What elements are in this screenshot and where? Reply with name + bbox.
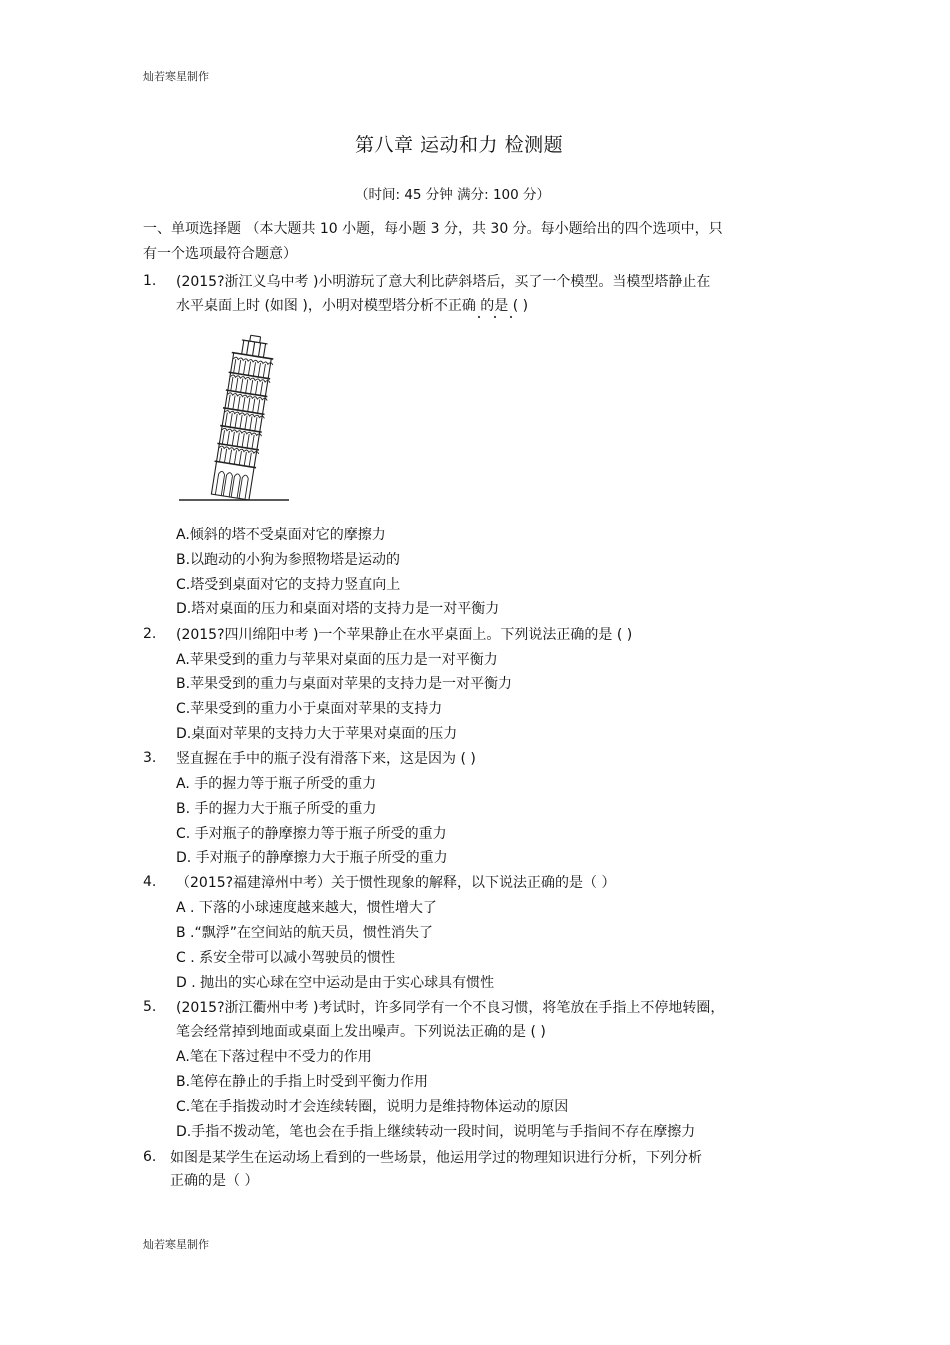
option-b: B. 手的握力大于瓶子所受的重力	[176, 801, 377, 817]
question-text: （2015?福建漳州中考）关于惯性现象的解释，以下说法正确的是（ ）	[176, 875, 616, 891]
exam-meta: （时间: 45 分钟 满分: 100 分）	[355, 187, 550, 203]
section-heading-line2: 有一个选项最符合题意）	[143, 246, 297, 262]
question-number: 2.	[143, 626, 157, 642]
option-c: C. 手对瓶子的静摩擦力等于瓶子所受的重力	[176, 826, 447, 842]
option-d: D. 手对瓶子的静摩擦力大于瓶子所受的重力	[176, 850, 448, 866]
option-c: C . 系安全带可以减小驾驶员的惯性	[176, 950, 396, 966]
option-a: A.笔在下落过程中不受力的作用	[176, 1049, 372, 1065]
option-c: C.笔在手指拨动时才会连续转圈，说明力是维持物体运动的原因	[176, 1099, 569, 1115]
option-d: D.塔对桌面的压力和桌面对塔的支持力是一对平衡力	[176, 601, 500, 617]
option-a: A.倾斜的塔不受桌面对它的摩擦力	[176, 527, 386, 543]
page-header: 灿若寒星制作	[143, 70, 209, 83]
question-text: 竖直握在手中的瓶子没有滑落下来，这是因为 ( )	[176, 751, 476, 767]
option-b: B.笔停在静止的手指上时受到平衡力作用	[176, 1074, 429, 1090]
option-b: B.以跑动的小狗为参照物塔是运动的	[176, 552, 401, 568]
question-text: (2015?四川绵阳中考 )一个苹果静止在水平桌面上。下列说法正确的是 ( )	[176, 627, 633, 643]
question-number: 5.	[143, 999, 157, 1015]
page-footer: 灿若寒星制作	[143, 1238, 209, 1251]
option-b: B.苹果受到的重力与桌面对苹果的支持力是一对平衡力	[176, 676, 513, 692]
option-c: C.苹果受到的重力小于桌面对苹果的支持力	[176, 701, 443, 717]
option-a: A.苹果受到的重力与苹果对桌面的压力是一对平衡力	[176, 652, 498, 668]
question-text: 如图是某学生在运动场上看到的一些场景，他运用学过的物理知识进行分析，下列分析	[170, 1150, 702, 1166]
emphasis-dot	[494, 316, 496, 318]
question-number: 6.	[143, 1149, 157, 1165]
option-a: A. 手的握力等于瓶子所受的重力	[176, 776, 377, 792]
option-a: A . 下落的小球速度越来越大，惯性增大了	[176, 900, 437, 916]
question-number: 1.	[143, 273, 157, 289]
option-d: D.手指不拨动笔，笔也会在手指上继续转动一段时间，说明笔与手指间不存在摩擦力	[176, 1124, 696, 1140]
question-text: (2015?浙江义乌中考 )小明游玩了意大利比萨斜塔后，买了一个模型。当模型塔静止在	[176, 274, 711, 290]
option-c: C.塔受到桌面对它的支持力竖直向上	[176, 577, 401, 593]
question-text: 笔会经常掉到地面或桌面上发出噪声。下列说法正确的是 ( )	[176, 1024, 546, 1040]
leaning-tower-image	[175, 330, 295, 505]
option-d: D.桌面对苹果的支持力大于苹果对桌面的压力	[176, 726, 458, 742]
option-d: D . 抛出的实心球在空中运动是由于实心球具有惯性	[176, 975, 495, 991]
question-text: (2015?浙江衢州中考 )考试时，许多同学有一个不良习惯，将笔放在手指上不停地转圈，	[176, 1000, 725, 1016]
emphasis-dot	[478, 316, 480, 318]
question-number: 4.	[143, 874, 157, 890]
question-text: 正确的是（ ）	[170, 1173, 259, 1189]
question-text: 水平桌面上时 (如图 )，小明对模型塔分析不正确 的是 ( )	[176, 298, 529, 314]
option-b: B .“飘浮”在空间站的航天员，惯性消失了	[176, 925, 434, 941]
emphasis-dot	[510, 316, 512, 318]
page-title: 第八章 运动和力 检测题	[355, 134, 564, 156]
question-number: 3.	[143, 750, 157, 766]
section-heading-line1: 一、单项选择题 （本大题共 10 小题，每小题 3 分，共 30 分。每小题给出的四个选项中，只	[143, 221, 723, 237]
